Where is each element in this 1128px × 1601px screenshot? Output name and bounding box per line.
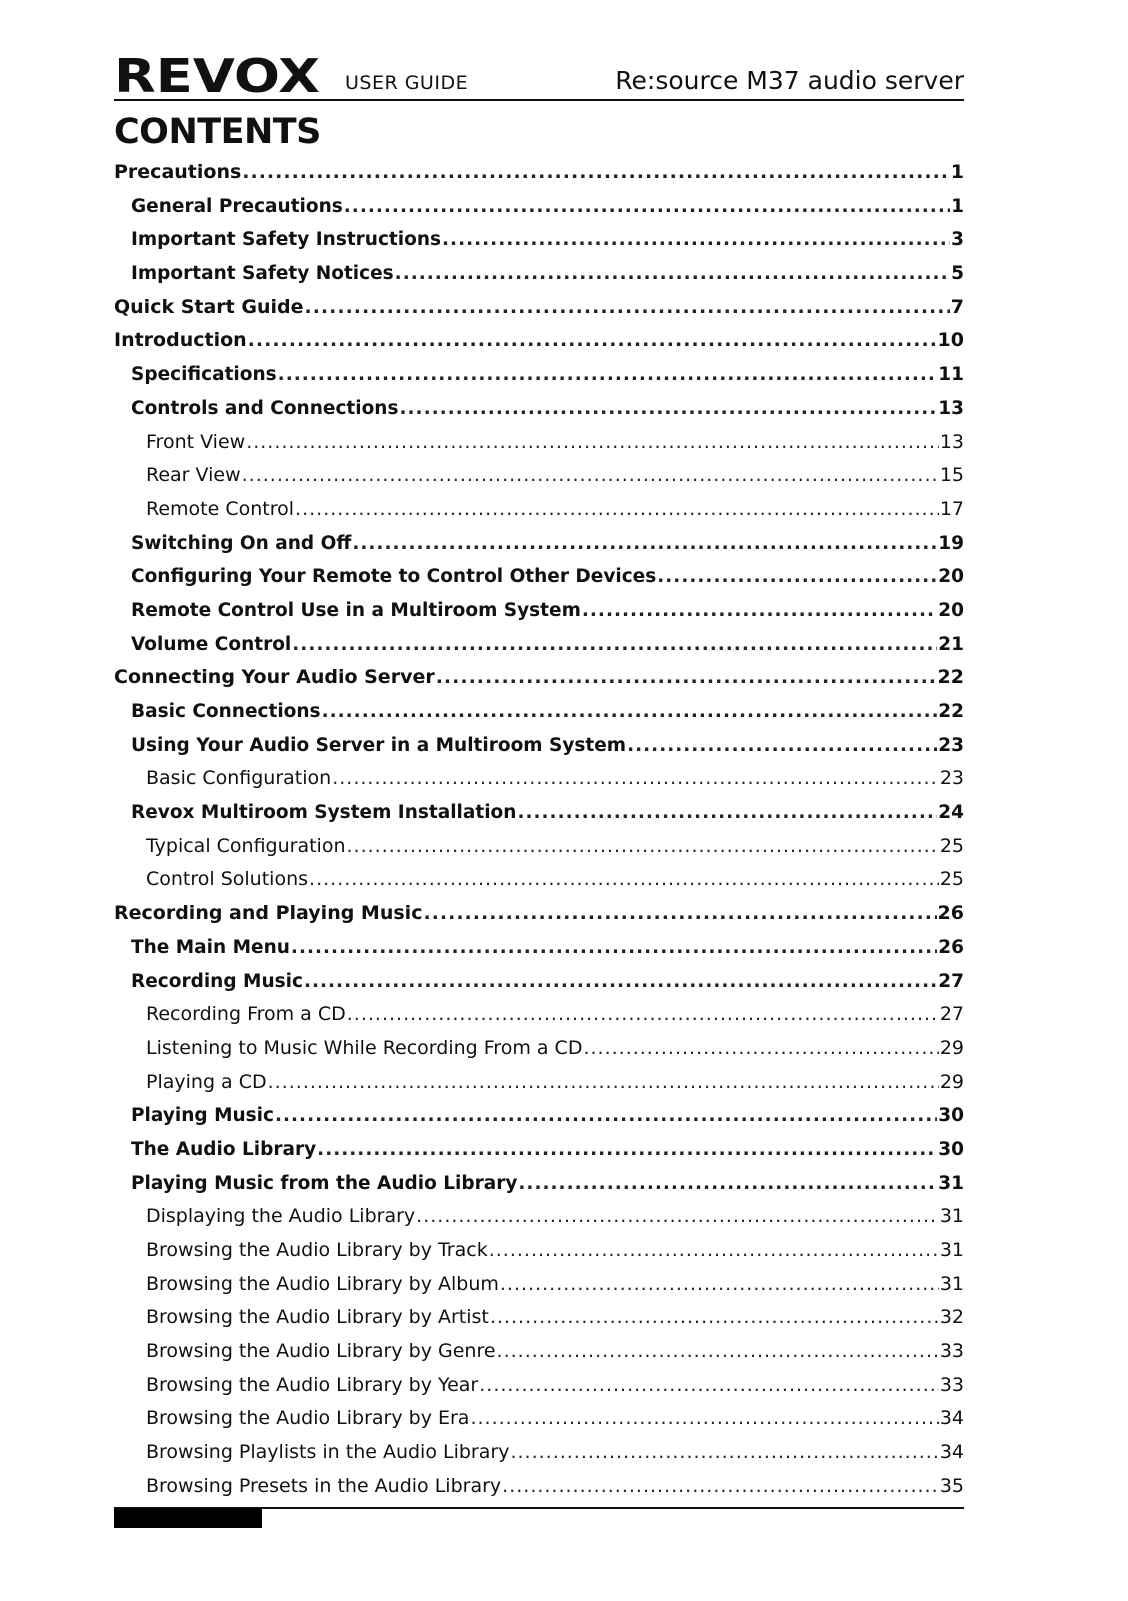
toc-entry[interactable] bbox=[114, 796, 964, 830]
toc-leader-dots bbox=[490, 1301, 939, 1335]
toc-entry-page: 11 bbox=[938, 364, 964, 386]
toc-entry-title: Controls and Connections bbox=[131, 397, 399, 419]
toc-leader-dots bbox=[352, 527, 937, 561]
toc-entry-page: 26 bbox=[938, 936, 964, 958]
header-rule bbox=[114, 99, 964, 101]
toc-entry-page: 34 bbox=[939, 1441, 964, 1464]
toc-leader-dots bbox=[242, 156, 949, 190]
toc-leader-dots bbox=[416, 1200, 939, 1234]
toc-entry-page: 24 bbox=[938, 802, 964, 824]
toc-entry-page: 3 bbox=[951, 229, 964, 251]
toc-entry[interactable] bbox=[114, 1335, 964, 1369]
toc-entry[interactable] bbox=[114, 863, 964, 897]
toc-entry-title: Using Your Audio Server in a Multiroom System bbox=[131, 734, 627, 756]
toc-entry-title: Browsing the Audio Library by Year bbox=[146, 1373, 479, 1396]
toc-entry-title: Front View bbox=[146, 430, 246, 453]
toc-leader-dots bbox=[332, 762, 939, 796]
toc-entry[interactable] bbox=[114, 223, 964, 257]
toc-entry[interactable] bbox=[114, 358, 964, 392]
toc-entry-page: 10 bbox=[937, 329, 964, 352]
toc-entry[interactable] bbox=[114, 1402, 964, 1436]
toc-leader-dots bbox=[292, 628, 937, 662]
toc-entry[interactable] bbox=[114, 695, 964, 729]
toc-leader-dots bbox=[278, 358, 938, 392]
toc-entry-page: 20 bbox=[938, 566, 964, 588]
toc-leader-dots bbox=[291, 931, 937, 965]
toc-leader-dots bbox=[442, 223, 950, 257]
toc-entry-page: 19 bbox=[938, 532, 964, 554]
toc-entry-title: Important Safety Instructions bbox=[131, 229, 442, 251]
toc-entry[interactable] bbox=[114, 493, 964, 527]
toc-entry[interactable] bbox=[114, 830, 964, 864]
toc-entry[interactable] bbox=[114, 190, 964, 224]
toc-entry-page: 1 bbox=[950, 161, 964, 183]
page-header bbox=[114, 52, 964, 100]
toc-leader-dots bbox=[502, 1470, 939, 1504]
toc-leader-dots bbox=[436, 661, 937, 695]
toc-entry[interactable] bbox=[114, 459, 964, 493]
toc-leader-dots bbox=[242, 459, 939, 493]
toc-entry-page: 5 bbox=[951, 263, 964, 285]
toc-leader-dots bbox=[583, 1032, 938, 1066]
toc-entry[interactable] bbox=[114, 1470, 964, 1504]
toc-entry-page: 30 bbox=[938, 1138, 964, 1160]
toc-entry-page: 31 bbox=[939, 1205, 964, 1228]
toc-entry[interactable] bbox=[114, 1369, 964, 1403]
toc-leader-dots bbox=[657, 560, 937, 594]
toc-entry-title: Control Solutions bbox=[146, 868, 309, 891]
toc-leader-dots bbox=[395, 257, 950, 291]
toc-entry-page: 27 bbox=[938, 970, 964, 992]
toc-entry-page: 31 bbox=[939, 1272, 964, 1295]
toc-entry-title: Recording Music bbox=[131, 970, 303, 992]
toc-entry-page: 25 bbox=[939, 834, 964, 857]
toc-entry-page: 29 bbox=[939, 1070, 964, 1093]
toc-entry[interactable] bbox=[114, 324, 964, 358]
toc-entry[interactable] bbox=[114, 762, 964, 796]
toc-entry-title: The Audio Library bbox=[131, 1138, 317, 1160]
toc-entry-title: Playing Music bbox=[131, 1105, 274, 1127]
toc-entry[interactable] bbox=[114, 1032, 964, 1066]
toc-entry[interactable] bbox=[114, 1133, 964, 1167]
toc-entry[interactable] bbox=[114, 1200, 964, 1234]
toc-entry[interactable] bbox=[114, 594, 964, 628]
toc-entry-title: Introduction bbox=[114, 329, 247, 352]
toc-entry-title: Basic Connections bbox=[131, 701, 321, 722]
toc-entry[interactable] bbox=[114, 392, 964, 426]
toc-leader-dots bbox=[500, 1268, 939, 1302]
toc-entry-page: 23 bbox=[939, 767, 964, 790]
toc-entry-page: 30 bbox=[938, 1105, 964, 1127]
toc-entry-page: 20 bbox=[938, 599, 964, 621]
toc-entry-page: 35 bbox=[939, 1474, 964, 1497]
toc-leader-dots bbox=[268, 1066, 939, 1100]
toc-entry-page: 33 bbox=[939, 1340, 964, 1363]
toc-leader-dots bbox=[627, 729, 937, 763]
toc-leader-dots bbox=[275, 1099, 937, 1133]
toc-entry[interactable] bbox=[114, 1436, 964, 1470]
toc-entry-title: Recording and Playing Music bbox=[114, 902, 423, 925]
toc-entry-title: Browsing Presets in the Audio Library bbox=[146, 1474, 502, 1497]
user-guide-label: USER GUIDE bbox=[345, 72, 469, 94]
toc-entry-page: 29 bbox=[939, 1036, 964, 1059]
svg-text:REVOX: REVOX bbox=[114, 54, 320, 96]
toc-entry[interactable] bbox=[114, 931, 964, 965]
toc-entry-page: 26 bbox=[937, 902, 964, 925]
toc-entry-title: Displaying the Audio Library bbox=[146, 1205, 416, 1228]
toc-entry-page: 21 bbox=[938, 633, 964, 655]
toc-entry-page: 22 bbox=[937, 666, 964, 689]
toc-entry-page: 22 bbox=[938, 701, 964, 722]
toc-leader-dots bbox=[518, 1167, 937, 1201]
toc-entry-title: General Precautions bbox=[131, 195, 343, 217]
toc-entry[interactable] bbox=[114, 257, 964, 291]
toc-entry-page: 27 bbox=[939, 1003, 964, 1026]
toc-entry-page: 23 bbox=[938, 734, 964, 756]
toc-entry-title: Browsing the Audio Library by Artist bbox=[146, 1306, 489, 1329]
toc-entry[interactable] bbox=[114, 998, 964, 1032]
toc-leader-dots bbox=[304, 291, 949, 325]
toc-leader-dots bbox=[309, 863, 939, 897]
toc-leader-dots bbox=[317, 1133, 937, 1167]
toc-entry-page: 33 bbox=[939, 1373, 964, 1396]
revox-logo bbox=[114, 54, 324, 96]
toc-entry-title: Remote Control Use in a Multiroom System bbox=[131, 599, 581, 621]
toc-entry[interactable] bbox=[114, 1099, 964, 1133]
toc-leader-dots bbox=[582, 594, 937, 628]
toc-leader-dots bbox=[304, 965, 937, 999]
toc-entry-page: 13 bbox=[938, 397, 964, 419]
toc-entry-page: 25 bbox=[939, 868, 964, 891]
page-title: CONTENTS bbox=[114, 112, 321, 152]
toc-entry[interactable] bbox=[114, 965, 964, 999]
toc-entry[interactable] bbox=[114, 661, 964, 695]
footer-bar bbox=[114, 1508, 262, 1528]
toc-entry-title: Browsing the Audio Library by Genre bbox=[146, 1340, 496, 1363]
toc-entry-title: Browsing the Audio Library by Track bbox=[146, 1239, 488, 1261]
toc-leader-dots bbox=[399, 392, 937, 426]
toc-entry-title: Listening to Music While Recording From a CD bbox=[146, 1036, 583, 1059]
toc-entry-page: 34 bbox=[939, 1407, 964, 1430]
toc-entry-title: Browsing Playlists in the Audio Library bbox=[146, 1441, 510, 1464]
toc-entry-title: Browsing the Audio Library by Era bbox=[146, 1407, 470, 1430]
toc-entry-page: 17 bbox=[939, 497, 964, 520]
toc-entry-title: Specifications bbox=[131, 364, 277, 386]
toc-entry-title: Connecting Your Audio Server bbox=[114, 666, 435, 689]
toc-entry[interactable] bbox=[114, 1066, 964, 1100]
toc-entry-title: Switching On and Off bbox=[131, 532, 352, 554]
toc-entry-title: Rear View bbox=[146, 464, 241, 487]
toc-entry-page: 31 bbox=[938, 1172, 964, 1194]
toc-entry-page: 15 bbox=[939, 464, 964, 487]
toc-entry-page: 7 bbox=[950, 295, 964, 318]
toc-entry-title: Playing a CD bbox=[146, 1070, 267, 1093]
toc-entry[interactable] bbox=[114, 156, 964, 190]
toc-entry-page: 31 bbox=[939, 1239, 964, 1261]
toc-entry[interactable] bbox=[114, 729, 964, 763]
toc-entry-title: Browsing the Audio Library by Album bbox=[146, 1272, 499, 1295]
toc-leader-dots bbox=[423, 897, 936, 931]
toc-leader-dots bbox=[322, 695, 938, 729]
toc-entry-title: Remote Control bbox=[146, 497, 295, 520]
toc-entry-title: Recording From a CD bbox=[146, 1003, 346, 1026]
toc-entry-title: Basic Configuration bbox=[146, 767, 332, 790]
toc-leader-dots bbox=[344, 190, 950, 224]
toc-entry[interactable] bbox=[114, 1268, 964, 1302]
toc-leader-dots bbox=[517, 796, 937, 830]
toc-entry-title: Configuring Your Remote to Control Other Devices bbox=[131, 566, 657, 588]
table-of-contents bbox=[114, 156, 964, 1504]
toc-entry-title: The Main Menu bbox=[131, 936, 290, 958]
toc-entry[interactable] bbox=[114, 1301, 964, 1335]
toc-leader-dots bbox=[295, 493, 939, 527]
toc-entry-page: 32 bbox=[939, 1306, 964, 1329]
toc-entry-title: Playing Music from the Audio Library bbox=[131, 1172, 518, 1194]
toc-entry-title: Typical Configuration bbox=[146, 834, 346, 857]
toc-leader-dots bbox=[489, 1234, 939, 1268]
toc-entry[interactable] bbox=[114, 897, 964, 931]
toc-leader-dots bbox=[470, 1402, 938, 1436]
toc-leader-dots bbox=[347, 998, 939, 1032]
toc-entry-title: Quick Start Guide bbox=[114, 295, 304, 318]
toc-leader-dots bbox=[347, 830, 939, 864]
toc-entry-page: 13 bbox=[939, 430, 964, 453]
toc-entry[interactable] bbox=[114, 426, 964, 460]
toc-entry[interactable] bbox=[114, 1234, 964, 1268]
toc-leader-dots bbox=[248, 324, 937, 358]
product-name: Re:source M37 audio server bbox=[615, 66, 964, 95]
toc-entry[interactable] bbox=[114, 527, 964, 561]
toc-entry[interactable] bbox=[114, 560, 964, 594]
toc-leader-dots bbox=[510, 1436, 938, 1470]
toc-entry-page: 1 bbox=[951, 195, 964, 217]
toc-entry-title: Revox Multiroom System Installation bbox=[131, 802, 517, 824]
toc-entry-title: Important Safety Notices bbox=[131, 263, 394, 285]
toc-leader-dots bbox=[497, 1335, 939, 1369]
toc-entry[interactable] bbox=[114, 1167, 964, 1201]
toc-entry-title: Volume Control bbox=[131, 633, 292, 655]
toc-entry[interactable] bbox=[114, 628, 964, 662]
toc-entry[interactable] bbox=[114, 291, 964, 325]
toc-leader-dots bbox=[479, 1369, 939, 1403]
toc-leader-dots bbox=[246, 426, 939, 460]
toc-entry-title: Precautions bbox=[114, 161, 242, 183]
